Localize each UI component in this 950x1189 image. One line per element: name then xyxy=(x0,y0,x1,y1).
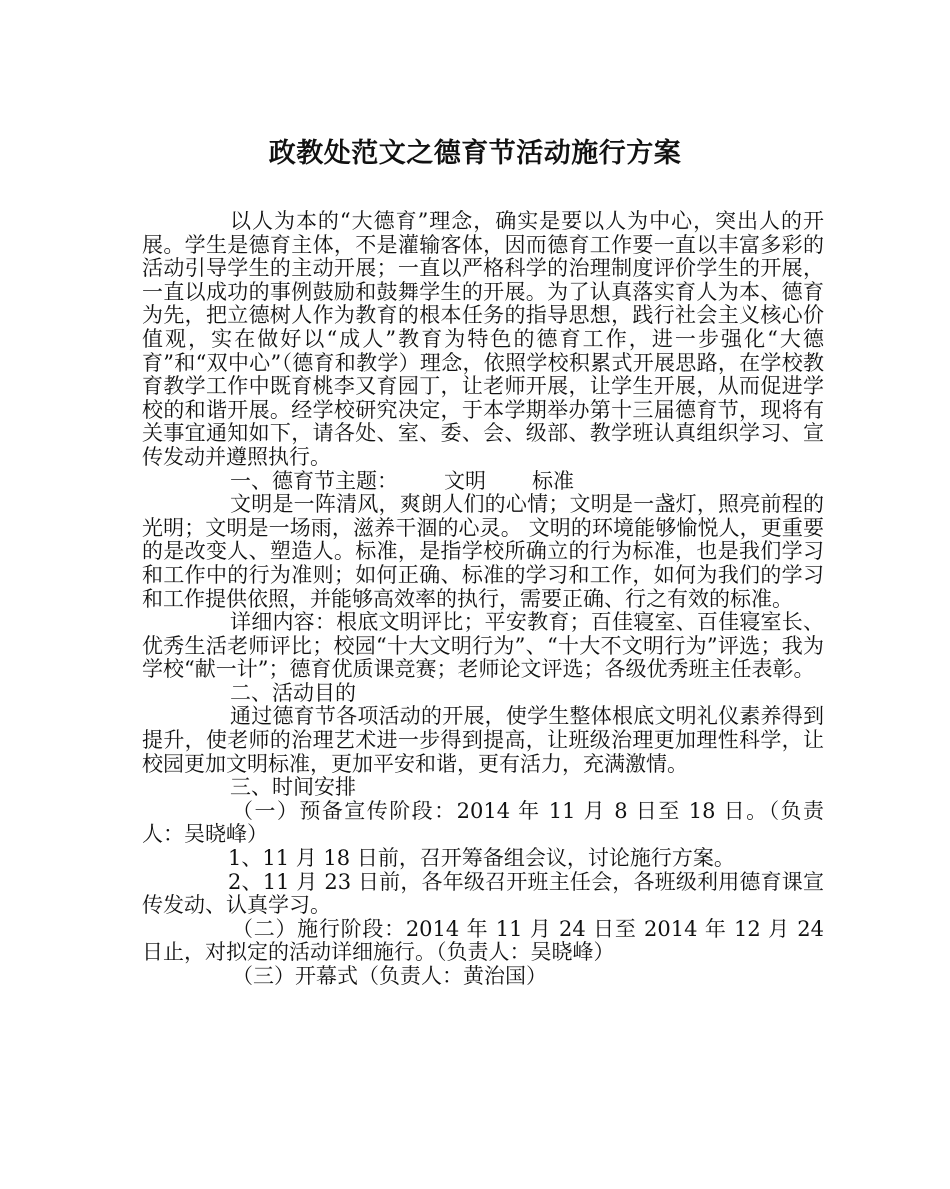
document-title: 政教处范文之德育节活动施行方案 xyxy=(268,138,682,169)
schedule-stage-prep: （一）预备宣传阶段：2014 年 11 月 8 日至 18 日。（负责人：吴晓峰） xyxy=(142,798,824,847)
schedule-stage-opening: （三）开幕式（负责人：黄治国） xyxy=(232,964,547,988)
schedule-item-1: 1、11 月 18 日前，召开筹备组会议，讨论施行方案。 xyxy=(228,846,735,871)
theme-description-paragraph: 文明是一阵清风，爽朗人们的心情；文明是一盏灯，照亮前程的光明；文明是一场雨，滋养干涸的心灵。 文明的环境能够愉悦人，更重要的是改变人、塑造人。标准，是指学校所确立的行为标准，也是我们学习和工作中的行为准则；如何正确、标准的学习和工作，如何为我们的学习和工作提供依照，并能够高效率的执行，需要正确、行之有效的标准。 xyxy=(142,492,824,611)
section-purpose-heading: 二、活动目的 xyxy=(230,680,356,705)
intro-paragraph: 以人为本的“大德育”理念，确实是要以人为中心，突出人的开展。学生是德育主体，不是灌输客体，因而德育工作要一直以丰富多彩的活动引导学生的主动开展；一直以严格科学的治理制度评价学生的开展，一直以成功的事例鼓励和鼓舞学生的开展。为了认真落实育人为本、德育为先，把立德树人作为教育的根本任务的指导思想，践行社会主义核心价值观，实在做好以“成人”教育为特色的德育工作，进一步强化“大德育”和“双中心”（德育和教学）理念，依照学校积累式开展思路，在学校教育教学工作中既育桃李又育园丁，让老师开展，让学生开展，从而促进学校的和谐开展。经学校研究决定，于本学期举办第十三届德育节，现将有关事宜通知如下，请各处、室、委、会、级部、教学班认真组织学习、宣传发动并遵照执行。 xyxy=(142,209,824,469)
details-paragraph: 详细内容：根底文明评比；平安教育；百佳寝室、百佳寝室长、优秀生活老师评比；校园“十大文明行为”、“十大不文明行为”评选；我为学校“献一计”；德育优质课竞赛；老师论文评选；各级优秀班主任表彰。 xyxy=(142,610,824,682)
purpose-paragraph: 通过德育节各项活动的开展，使学生整体根底文明礼仪素养得到提升，使老师的治理艺术进一步得到提高，让班级治理更加理性科学，让校园更加文明标准，更加平安和谐，更有活力，充满激情。 xyxy=(142,704,824,776)
document-body xyxy=(142,210,824,989)
section-theme-heading xyxy=(142,470,824,494)
theme-word-civilization: 文明 xyxy=(444,468,486,493)
schedule-stage-implementation: （二）施行阶段：2014 年 11 月 24 日至 2014 年 12 月 24 日止，对拟定的活动详细施行。（负责人：吴晓峰） xyxy=(142,916,824,965)
theme-label: 一、德育节主题： xyxy=(230,468,398,493)
section-schedule-heading: 三、时间安排 xyxy=(230,775,356,800)
schedule-item-2: 2、11 月 23 日前，各年级召开班主任会，各班级利用德育课宣传发动、认真学习。 xyxy=(142,869,824,918)
theme-word-standard: 标准 xyxy=(532,468,574,493)
